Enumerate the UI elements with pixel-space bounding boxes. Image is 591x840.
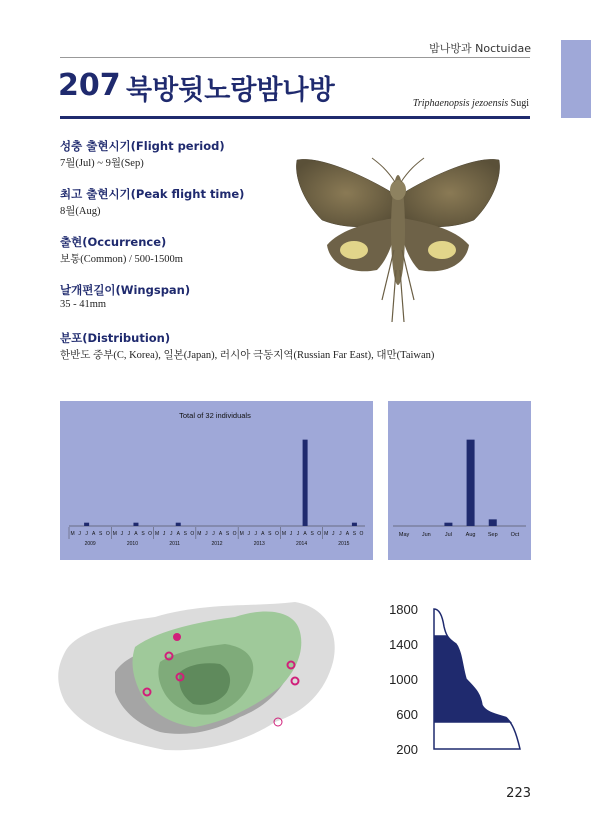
info-label-wingspan: 날개편길이(Wingspan) (60, 283, 191, 297)
chart2-month-label: Sep (487, 532, 498, 538)
altitude-range-fill (434, 635, 512, 723)
title-divider (60, 116, 530, 119)
chart1-year-label: 2011 (169, 541, 181, 547)
chart2-background (388, 401, 531, 560)
chart1-month-tick: O (148, 531, 152, 537)
monthly-chart (388, 401, 531, 560)
chart1-bar (303, 440, 308, 526)
chart1-month-tick: M (324, 531, 329, 537)
chart1-bar (133, 523, 138, 526)
chart2-month-label: Jul (444, 532, 452, 538)
header-divider (60, 57, 530, 58)
chart1-year-label: 2015 (338, 541, 350, 547)
chart1-month-tick: S (225, 531, 230, 537)
scientific-name (413, 98, 529, 109)
chart1-month-tick: M (155, 531, 160, 537)
chart2-month-label: Oct (510, 532, 520, 538)
chart1-month-tick: M (112, 531, 117, 537)
chart1-month-tick: A (345, 531, 350, 537)
altitude-tick-label: 1400 (389, 637, 418, 652)
chart1-month-tick: S (268, 531, 272, 537)
altitude-chart (380, 597, 535, 757)
chart1-month-tick: A (91, 531, 96, 537)
chart1-month-tick: S (99, 531, 103, 537)
chart1-year-label: 2010 (126, 541, 138, 547)
chart1-month-tick: S (310, 531, 314, 537)
chart1-month-tick: O (317, 531, 322, 537)
page-number: 223 (506, 786, 531, 801)
info-value-peak: 8월(Aug) (60, 206, 101, 217)
chart1-month-tick: J (247, 531, 250, 537)
family-name: 밤나방과 Noctuidae (429, 42, 531, 55)
info-value-wingspan: 35 - 41mm (60, 299, 107, 310)
chart2-bar (467, 440, 475, 526)
info-label-occurrence: 출현(Occurrence) (60, 235, 167, 249)
chart1-month-tick: M (197, 531, 202, 537)
chart1-month-tick: A (261, 531, 265, 537)
species-number: 207 (58, 68, 121, 103)
chart1-month-tick: J (212, 531, 215, 537)
altitude-tick-label: 1000 (389, 672, 418, 687)
chart1-year-label: 2014 (296, 541, 308, 547)
chart2-bar (444, 523, 452, 526)
info-label-distribution: 분포(Distribution) (60, 331, 171, 345)
altitude-tick-label: 1800 (389, 602, 418, 617)
chart1-month-tick: S (141, 531, 145, 537)
chart1-month-tick: A (134, 531, 138, 537)
altitude-tick-label: 600 (396, 707, 418, 722)
chart1-month-tick: J (162, 531, 166, 537)
chart1-month-tick: J (205, 531, 208, 537)
chart1-month-tick: J (339, 531, 342, 537)
chart2-month-label: May (398, 532, 410, 538)
chart1-month-tick: A (218, 531, 223, 537)
chart1-title: Total of 32 individuals (179, 411, 251, 420)
chart1-month-tick: J (332, 531, 335, 537)
moth-specimen-image (292, 150, 504, 328)
chart1-month-tick: S (183, 531, 187, 537)
chart1-month-tick: O (232, 531, 237, 537)
chart1-month-tick: J (85, 531, 88, 537)
info-label-flight-period: 성충 출현시기(Flight period) (60, 139, 225, 153)
info-label-peak: 최고 출현시기(Peak flight time) (60, 187, 245, 201)
chart2-month-label: Aug (465, 532, 476, 538)
chart1-year-label: 2009 (84, 541, 96, 547)
chart1-month-tick: A (176, 531, 180, 537)
chart1-month-tick: J (289, 531, 293, 537)
chart1-month-tick: J (296, 531, 300, 537)
chart1-month-tick: J (127, 531, 131, 537)
chart1-bar (352, 523, 357, 526)
chart1-bar (176, 523, 181, 526)
chart1-month-tick: S (352, 531, 357, 537)
chart1-month-tick: A (303, 531, 307, 537)
info-value-distribution: 한반도 중부(C, Korea), 일본(Japan), 러시아 극동지역(Russian Far East), 대만(Taiwan) (60, 350, 435, 361)
altitude-ticks (389, 602, 418, 757)
chart2-bar (489, 519, 497, 526)
section-tab (561, 40, 591, 118)
info-value-flight-period: 7월(Jul) ~ 9월(Sep) (60, 158, 144, 169)
chart1-month-tick: J (120, 531, 124, 537)
chart1-month-tick: O (105, 531, 110, 537)
chart1-month-tick: M (70, 531, 75, 537)
distribution-map (55, 592, 350, 757)
chart2-month-label: Jun (421, 532, 431, 538)
chart1-month-tick: M (239, 531, 244, 537)
species-korean-name: 북방뒷노랑밤나방 (126, 75, 335, 106)
chart1-month-tick: J (169, 531, 173, 537)
chart1-month-tick: M (281, 531, 287, 537)
chart1-month-tick: O (359, 531, 364, 537)
yearly-individuals-chart (60, 401, 373, 560)
chart1-month-tick: O (190, 531, 195, 537)
author: Sugi (510, 98, 529, 109)
chart1-month-tick: J (254, 531, 258, 537)
chart1-year-label: 2013 (253, 541, 265, 547)
scientific-name-italic: Triphaenopsis jezoensis (412, 98, 509, 109)
altitude-tick-label: 200 (396, 742, 418, 757)
chart1-month-tick: J (78, 531, 81, 537)
chart1-month-tick: O (274, 531, 279, 537)
chart1-bar (84, 523, 89, 526)
site-marker (173, 633, 181, 641)
info-value-occurrence: 보통(Common) / 500-1500m (60, 254, 183, 265)
chart1-year-label: 2012 (211, 541, 223, 547)
